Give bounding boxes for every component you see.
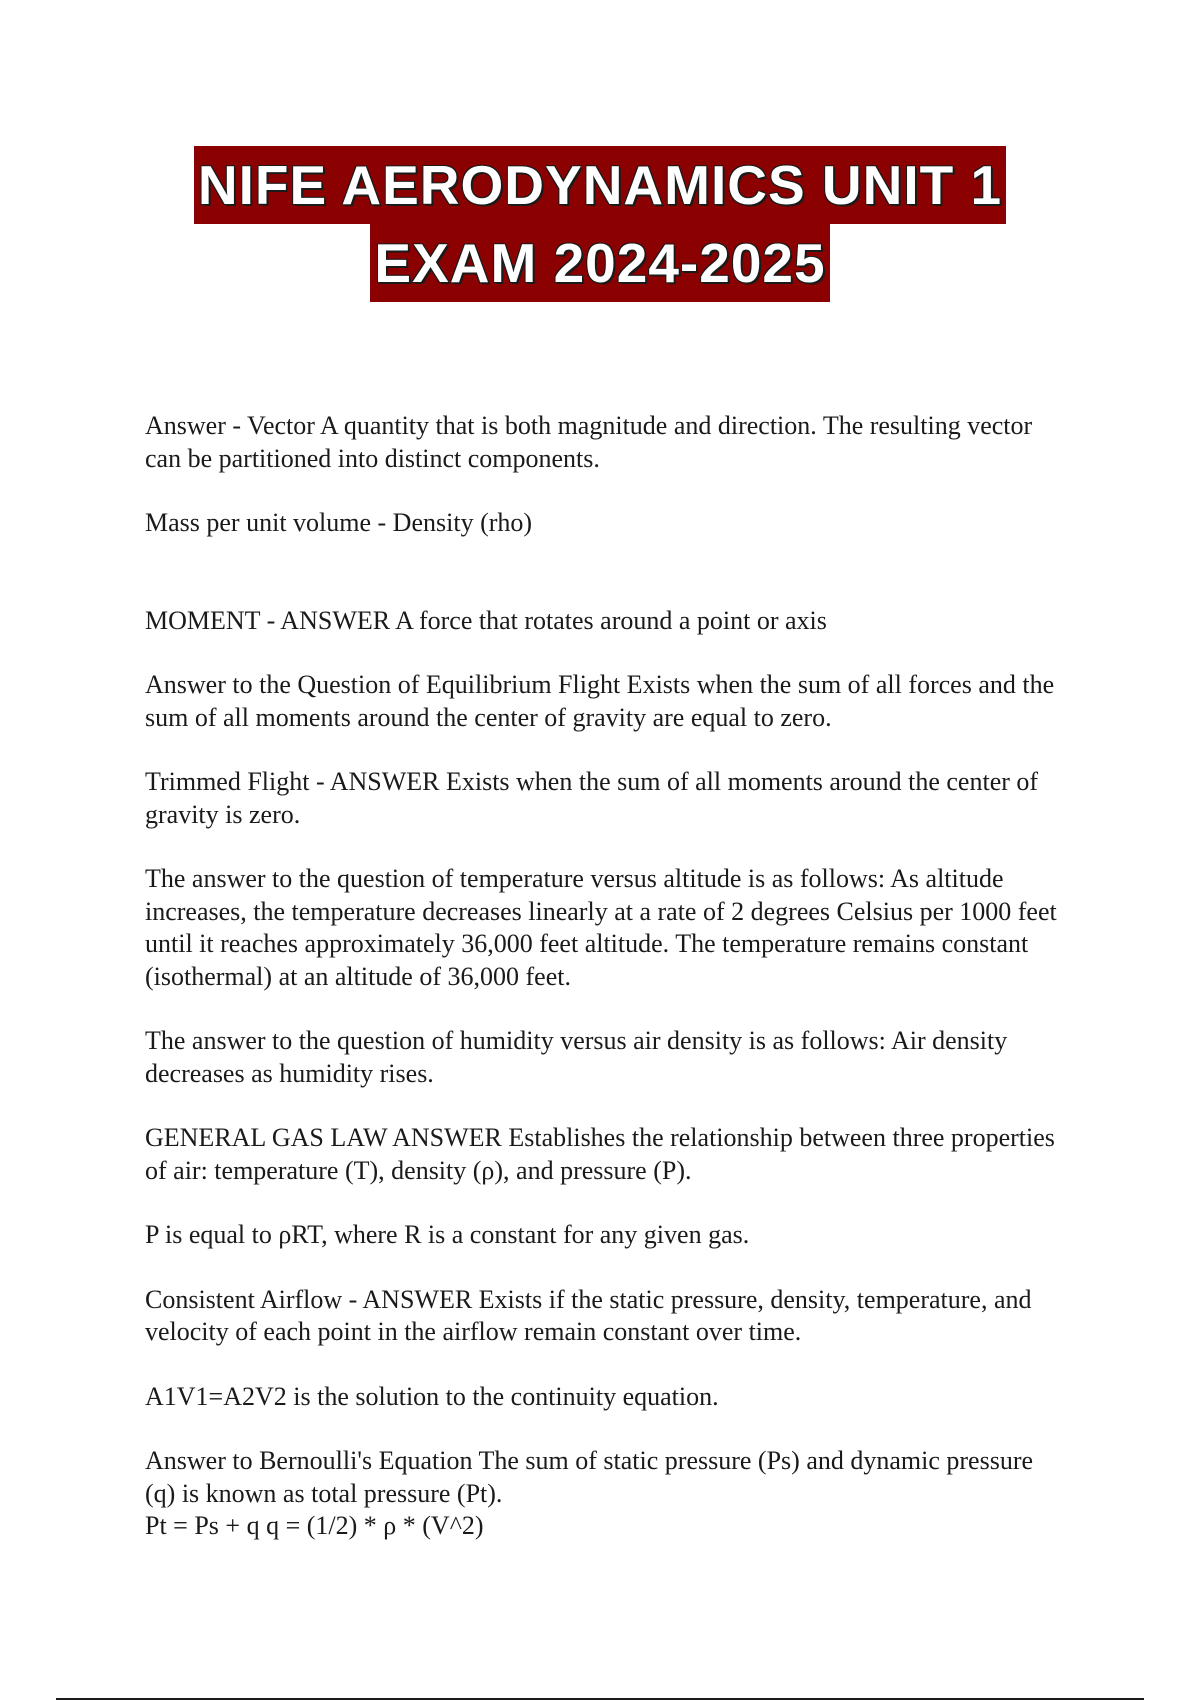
- paragraph-bernoulli-formula: Pt = Ps + q q = (1/2) * ρ * (V^2): [145, 1511, 484, 1540]
- paragraph-gas-equation: P is equal to ρRT, where R is a constant for any given gas.: [145, 1220, 750, 1249]
- paragraph-trimmed-flight: Trimmed Flight - ANSWER Exists when the sum of all moments around the center of gravity is zero.: [145, 767, 1039, 829]
- document-title: [0, 146, 1200, 302]
- document-body: [145, 410, 1065, 1575]
- paragraph-bernoulli: Answer to Bernoulli's Equation The sum of static pressure (Ps) and dynamic pressure (q) is known as total pressure (Pt).: [145, 1446, 1034, 1508]
- paragraph-vector: Answer - Vector A quantity that is both magnitude and direction. The resulting vector can be partitioned into distinct components.: [145, 411, 1033, 473]
- paragraph-density: Mass per unit volume - Density (rho): [145, 508, 533, 537]
- paragraph-humidity-density: The answer to the question of humidity versus air density is as follows: Air density decreases as humidity rises.: [145, 1026, 1008, 1088]
- paragraph-consistent-airflow: Consistent Airflow - ANSWER Exists if the static pressure, density, temperature, and velocity of each point in the airflow remain constant over time.: [145, 1284, 1032, 1346]
- title-line-1: NIFE AERODYNAMICS UNIT 1: [194, 146, 1006, 224]
- paragraph-general-gas-law: GENERAL GAS LAW ANSWER Establishes the relationship between three properties of air: temperature (T), density (ρ), and pressure (P).: [145, 1123, 1055, 1185]
- paragraph-moment: MOMENT - ANSWER A force that rotates around a point or axis: [145, 605, 827, 635]
- paragraph-equilibrium: Answer to the Question of Equilibrium Flight Exists when the sum of all forces and the sum of all moments around the center of gravity are equal to zero.: [145, 670, 1055, 732]
- paragraph-temperature-altitude: The answer to the question of temperature versus altitude is as follows: As altitude increases, the temperature decreases linearly at a rate of 2 degrees Celsius per 1000 feet until it reaches approximately 36,000 feet altitude. The temperature remains constant (isothermal) at an altitude of 36,000 feet.: [145, 864, 1057, 991]
- title-line-2: EXAM 2024-2025: [370, 224, 829, 302]
- paragraph-continuity: A1V1=A2V2 is the solution to the continuity equation.: [145, 1381, 719, 1411]
